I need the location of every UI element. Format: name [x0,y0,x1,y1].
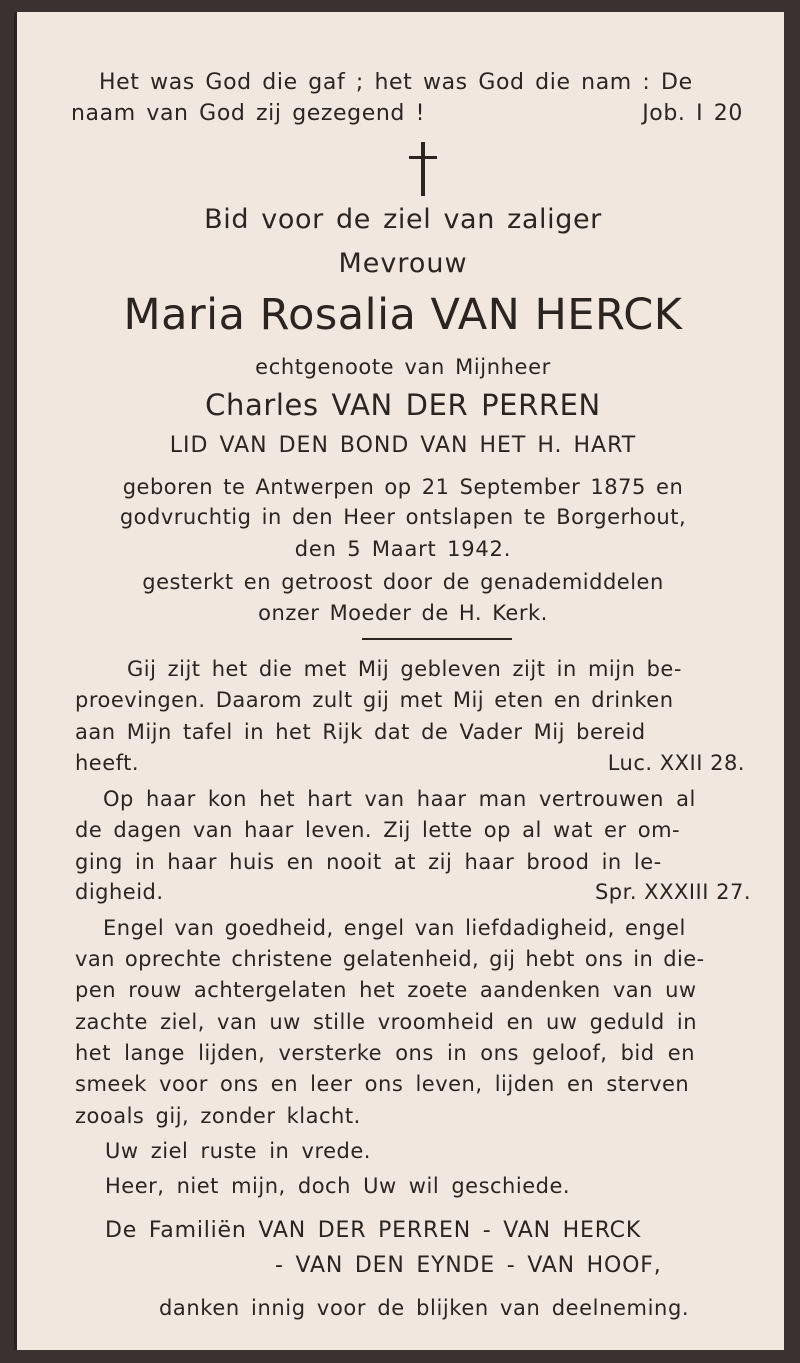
eulogy-line: smeek voor ons en leer ons leven, lijden en sterven [75,1072,690,1096]
verse2-line: ging in haar huis en nooit at zij haar brood in le- [75,850,662,874]
eulogy-line: van oprechte christene gelatenheid, gij hebt ons in die- [75,947,705,971]
epigraph-line-1-text: Het was God die gaf ; het was God die nam : De [99,70,693,95]
memorial-card [14,12,784,1350]
eulogy-line: zooals gij, zonder klacht. [75,1104,361,1128]
epigraph-line-2-text: naam van God zij gezegend ! [71,101,426,126]
verse1-line: proevingen. Daarom zult gij met Mij eten en drinken [75,688,674,712]
verse1-reference: Luc. XXII 28. [607,751,745,775]
verse2-last-word: digheid. [75,880,164,904]
eulogy-line: pen rouw achtergelaten het zoete aandenken van uw [75,978,697,1002]
families-line-1: De Familiën VAN DER PERREN - VAN HERCK [105,1218,642,1243]
verse2-reference: Spr. XXXIII 27. [594,880,751,904]
verse2-last-line [75,880,751,904]
bio-line: gesterkt en getroost door de genademiddelen [142,570,664,594]
bio-line: den 5 Maart 1942. [294,537,512,561]
families-line-2: - VAN DEN EYNDE - VAN HOOF, [275,1253,662,1278]
eulogy-line: zachte ziel, van uw stille vroomheid en uw geduld in [75,1010,698,1034]
epigraph-line-2 [71,101,743,126]
eulogy-line: het lange lijden, versterke ons in ons geloof, bid en [75,1041,695,1065]
spouse-intro: echtgenoote van Mijnheer [255,355,551,379]
rest-in-peace: Uw ziel ruste in vrede. [105,1139,371,1163]
spouse-name: Charles VAN DER PERREN [205,388,601,422]
deceased-name: Maria Rosalia VAN HERCK [123,290,683,340]
verse1-last-line [75,751,745,775]
verse1-line: aan Mijn tafel in het Rijk dat de Vader Mij bereid [75,720,646,744]
title-mevrouw: Mevrouw [338,248,468,279]
thanks-line: danken innig voor de blijken van deelneming. [159,1296,690,1320]
bio-line: geboren te Antwerpen op 21 September 1875 en [122,475,684,499]
bio-line: onzer Moeder de H. Kerk. [258,601,548,625]
membership-line: LID VAN DEN BOND VAN HET H. HART [169,433,637,458]
bio-line: godvruchtig in den Heer ontslapen te Borgerhout, [119,505,687,529]
thy-will: Heer, niet mijn, doch Uw wil geschiede. [105,1174,571,1198]
eulogy-line: Engel van goedheid, engel van liefdadigheid, engel [103,916,686,940]
verse1-last-word: heeft. [75,751,140,775]
epigraph-reference: Job. I 20 [642,101,743,126]
prayer-heading: Bid voor de ziel van zaliger [204,204,602,235]
divider [362,638,512,640]
cross-icon [405,142,441,196]
verse2-line: de dagen van haar leven. Zij lette op al wat er om- [75,818,681,842]
verse2-line: Op haar kon het hart van haar man vertrouwen al [103,787,696,811]
verse1-line: Gij zijt het die met Mij gebleven zijt in mijn be- [127,657,682,681]
